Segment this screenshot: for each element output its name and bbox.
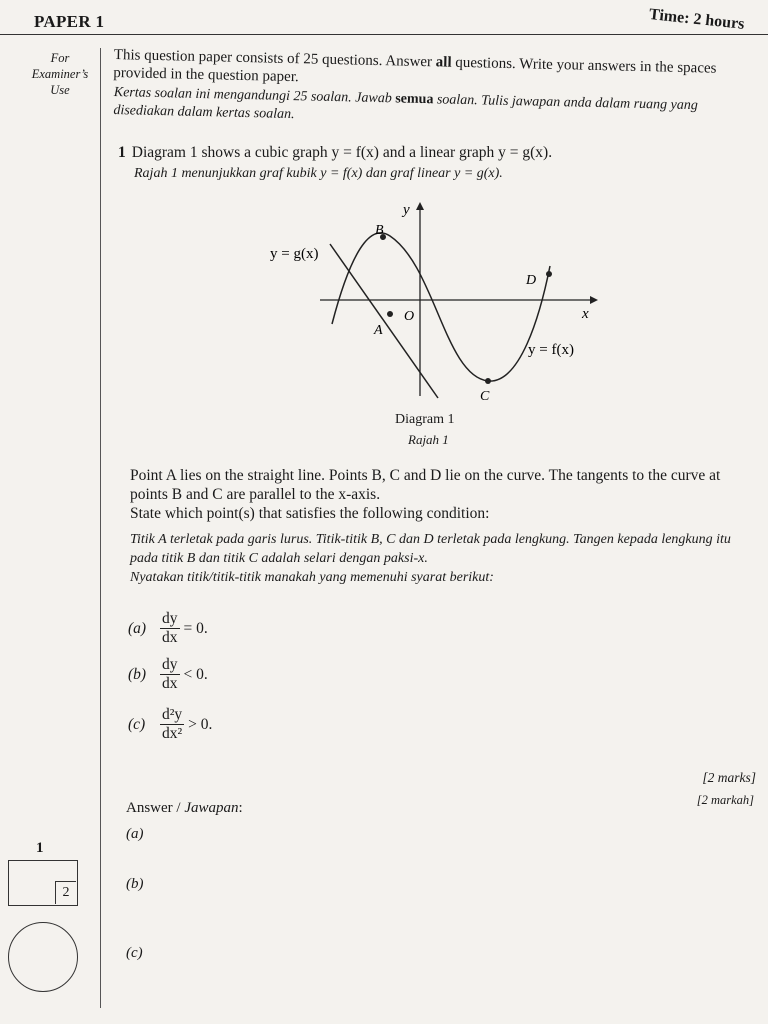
question-stem-malay: Rajah 1 menunjukkan graf kubik y = f(x) dan graf linear y = g(x). [134,166,503,181]
c-label: C [480,389,490,404]
instructions-malay: Kertas soalan ini mengandungi 25 soalan. Jawab semua soalan. Tulis jawapan anda dalam ruang yang disediakan dalam kertas soalan. [113,84,698,123]
instructions-english: This question paper consists of 25 questions. Answer all questions. Write your answers in the spaces provided in the question paper. [113,46,717,86]
point-d [546,271,552,277]
diagram-caption-english: Diagram 1 [395,412,455,427]
answer-space-b[interactable]: (b) [126,876,144,892]
a-label: A [374,323,383,338]
instructions [113,46,754,123]
margin-rule [100,48,101,1008]
score-circle[interactable] [8,922,78,992]
marks-malay: [2 markah] [696,793,754,807]
examiner-use-label: For Examiner’s Use [31,51,89,97]
b-label: B [375,223,384,238]
g-label: y = g(x) [270,246,319,262]
answer-label: Answer / Jawapan: [126,800,243,816]
header-rule [0,34,768,35]
paper-title: PAPER 1 [34,12,105,31]
question-stem-english: 1 Diagram 1 shows a cubic graph y = f(x) and a linear graph y = g(x). [118,144,553,161]
y-axis-arrow [416,202,424,210]
max-marks-box: 2 [55,881,76,904]
origin-label: O [404,309,415,324]
question-body-malay: Titik A terletak pada garis lurus. Titik-titik B, C dan D terletak pada lengkung. Tangen kepada lengkung itu pada titik B dan titik C adalah selari dengan paksi-x. Nyatakan titik/titik-titik manakah yang memenuhi syarat berikut: [130,532,731,585]
f-label: y = f(x) [528,342,574,358]
diagram-1-graph [260,196,620,416]
answer-space-c[interactable]: (c) [126,945,143,961]
answer-space-a[interactable]: (a) [126,826,144,842]
question-number: 1 [118,144,126,161]
examiner-question-number: 1 [36,840,44,856]
part-c-condition: (c) $\frac{\text{d²y}}{\text{dx²}}$ > 0. [128,706,213,742]
y-axis-label: y [403,202,410,218]
part-b-condition: (b) $\frac{dy}{dx}$ < 0. [128,656,208,692]
marks-english: [2 marks] [702,770,756,785]
x-axis-arrow [590,296,598,304]
point-c [485,378,491,384]
point-a [387,311,393,317]
question-body-english: Point A lies on the straight line. Points B, C and D lie on the curve. The tangents to the curve at points B and C are parallel to the x-axis. State which point(s) that satisfies the following condition: [130,467,721,522]
linear-graph-g [330,244,438,398]
cubic-curve-f [332,233,550,381]
d-label: D [526,273,537,288]
part-a-condition: (a) $\frac{dy}{dx}$ = 0. [128,610,208,646]
x-axis-label: x [582,306,589,322]
time-allowed: Time: 2 hours [648,6,746,33]
diagram-caption-malay: Rajah 1 [408,432,449,447]
